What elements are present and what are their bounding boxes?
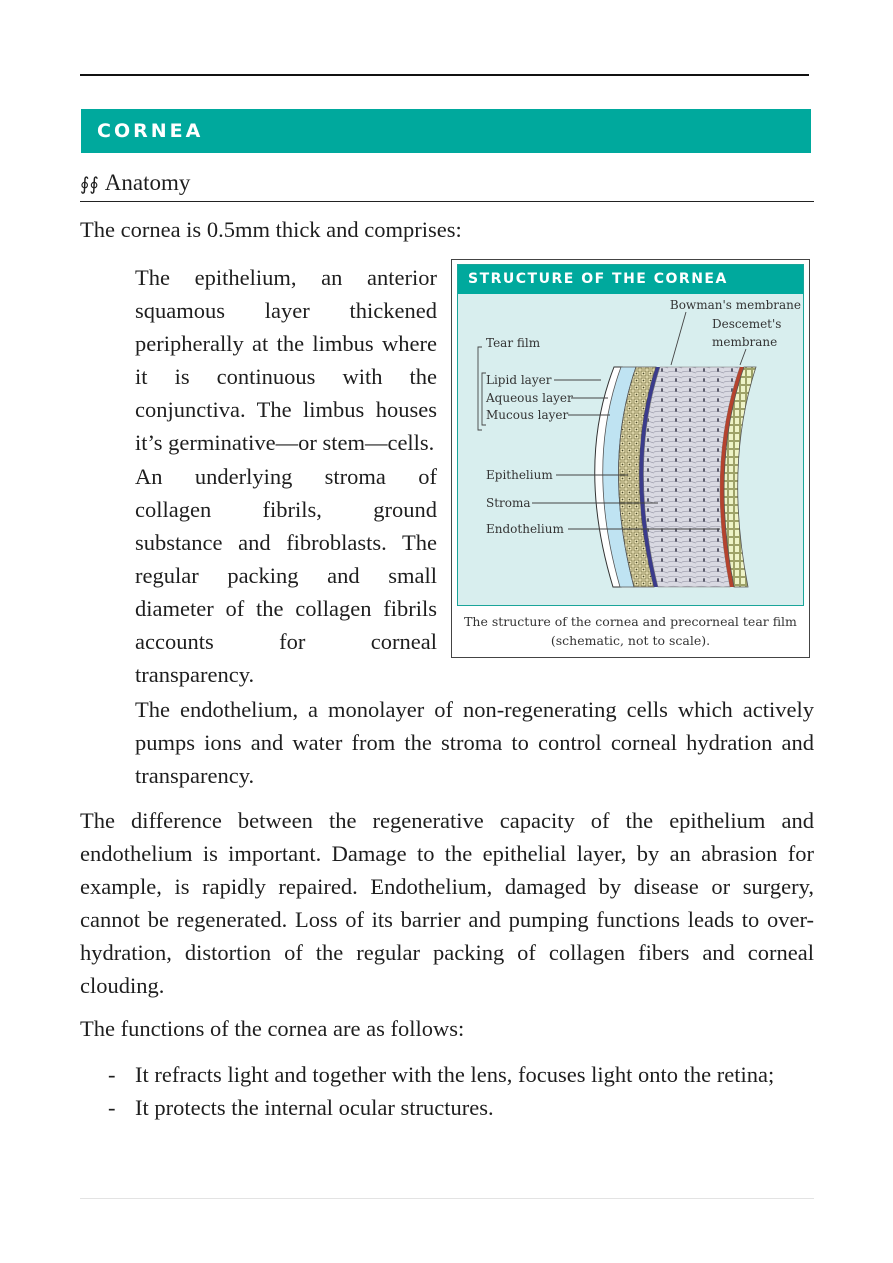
- descemet-label-1: Descemet's: [712, 317, 782, 331]
- endothelium-paragraph: The endothelium, a monolayer of non-regenerating cells which actively pumps ions and water from the stroma to control corneal hydration and transparency.: [135, 697, 814, 788]
- top-rule: [80, 74, 809, 76]
- epithelium-paragraph: The epithelium, an anterior squamous layer thickened peripherally at the limbus where it is continuous with the conjunctiva. The limbus houses it’s germinative—or stem—cells.: [135, 265, 437, 455]
- bowman-label: Bowman's membrane: [669, 298, 801, 312]
- cornea-figure: [451, 259, 810, 658]
- section-header: CORNEA: [81, 109, 811, 153]
- intro-paragraph: The cornea is 0.5mm thick and comprises:: [80, 217, 462, 242]
- caption-line-1: The structure of the cornea and precorneal tear film: [464, 614, 797, 629]
- figure-panel: [457, 264, 804, 606]
- caption-line-2: (schematic, not to scale).: [550, 633, 711, 648]
- stroma-paragraph: An underlying stroma of collagen fibrils, ground substance and fibroblasts. The regular packing and small diameter of the collagen fibrils accounts for corneal transparency.: [135, 464, 437, 687]
- function-text: It protects the internal ocular structures.: [135, 1095, 494, 1120]
- subsection-heading: [80, 168, 814, 202]
- list-item: [80, 1058, 814, 1091]
- cornea-diagram: [458, 265, 804, 606]
- functions-intro: The functions of the cornea are as follows:: [80, 1016, 465, 1041]
- bottom-rule: [80, 1198, 814, 1199]
- bowman-leader: [671, 312, 686, 365]
- descemet-label-2: membrane: [712, 335, 778, 349]
- difference-paragraph: The difference between the regenerative capacity of the epithelium and endothelium is important. Damage to the epithelial layer, by an abrasion for example, is rapidly repaired. Endothelium, damaged by disease or surgery, cannot be regenerated. Loss of its barrier and pumping functions leads to over-hydration, distortion of the regular packing of collagen fibers and corneal clouding.: [80, 808, 814, 998]
- list-item: [80, 1091, 814, 1124]
- bullet-dash: -: [108, 1062, 116, 1087]
- tear-film-label: Tear film: [486, 336, 541, 350]
- tear-film-bracket: [478, 347, 482, 430]
- figure-caption: [452, 612, 809, 650]
- function-text: It refracts light and together with the lens, focuses light onto the retina;: [135, 1062, 775, 1087]
- lipid-layer-label: Lipid layer: [486, 373, 552, 387]
- bullet-dash: -: [108, 1095, 116, 1120]
- subsection-mark-icon: ∮∮: [80, 174, 99, 194]
- endothelium-label: Endothelium: [486, 522, 564, 536]
- mucous-layer-label: Mucous layer: [486, 408, 569, 422]
- aqueous-layer-label: Aqueous layer: [486, 391, 573, 405]
- figure-title: STRUCTURE OF THE CORNEA: [458, 265, 803, 294]
- functions-list: [80, 1058, 814, 1124]
- subsection-title: Anatomy: [104, 170, 191, 195]
- stroma-label: Stroma: [486, 496, 531, 510]
- epithelium-label: Epithelium: [486, 468, 553, 482]
- descemet-leader: [740, 349, 746, 365]
